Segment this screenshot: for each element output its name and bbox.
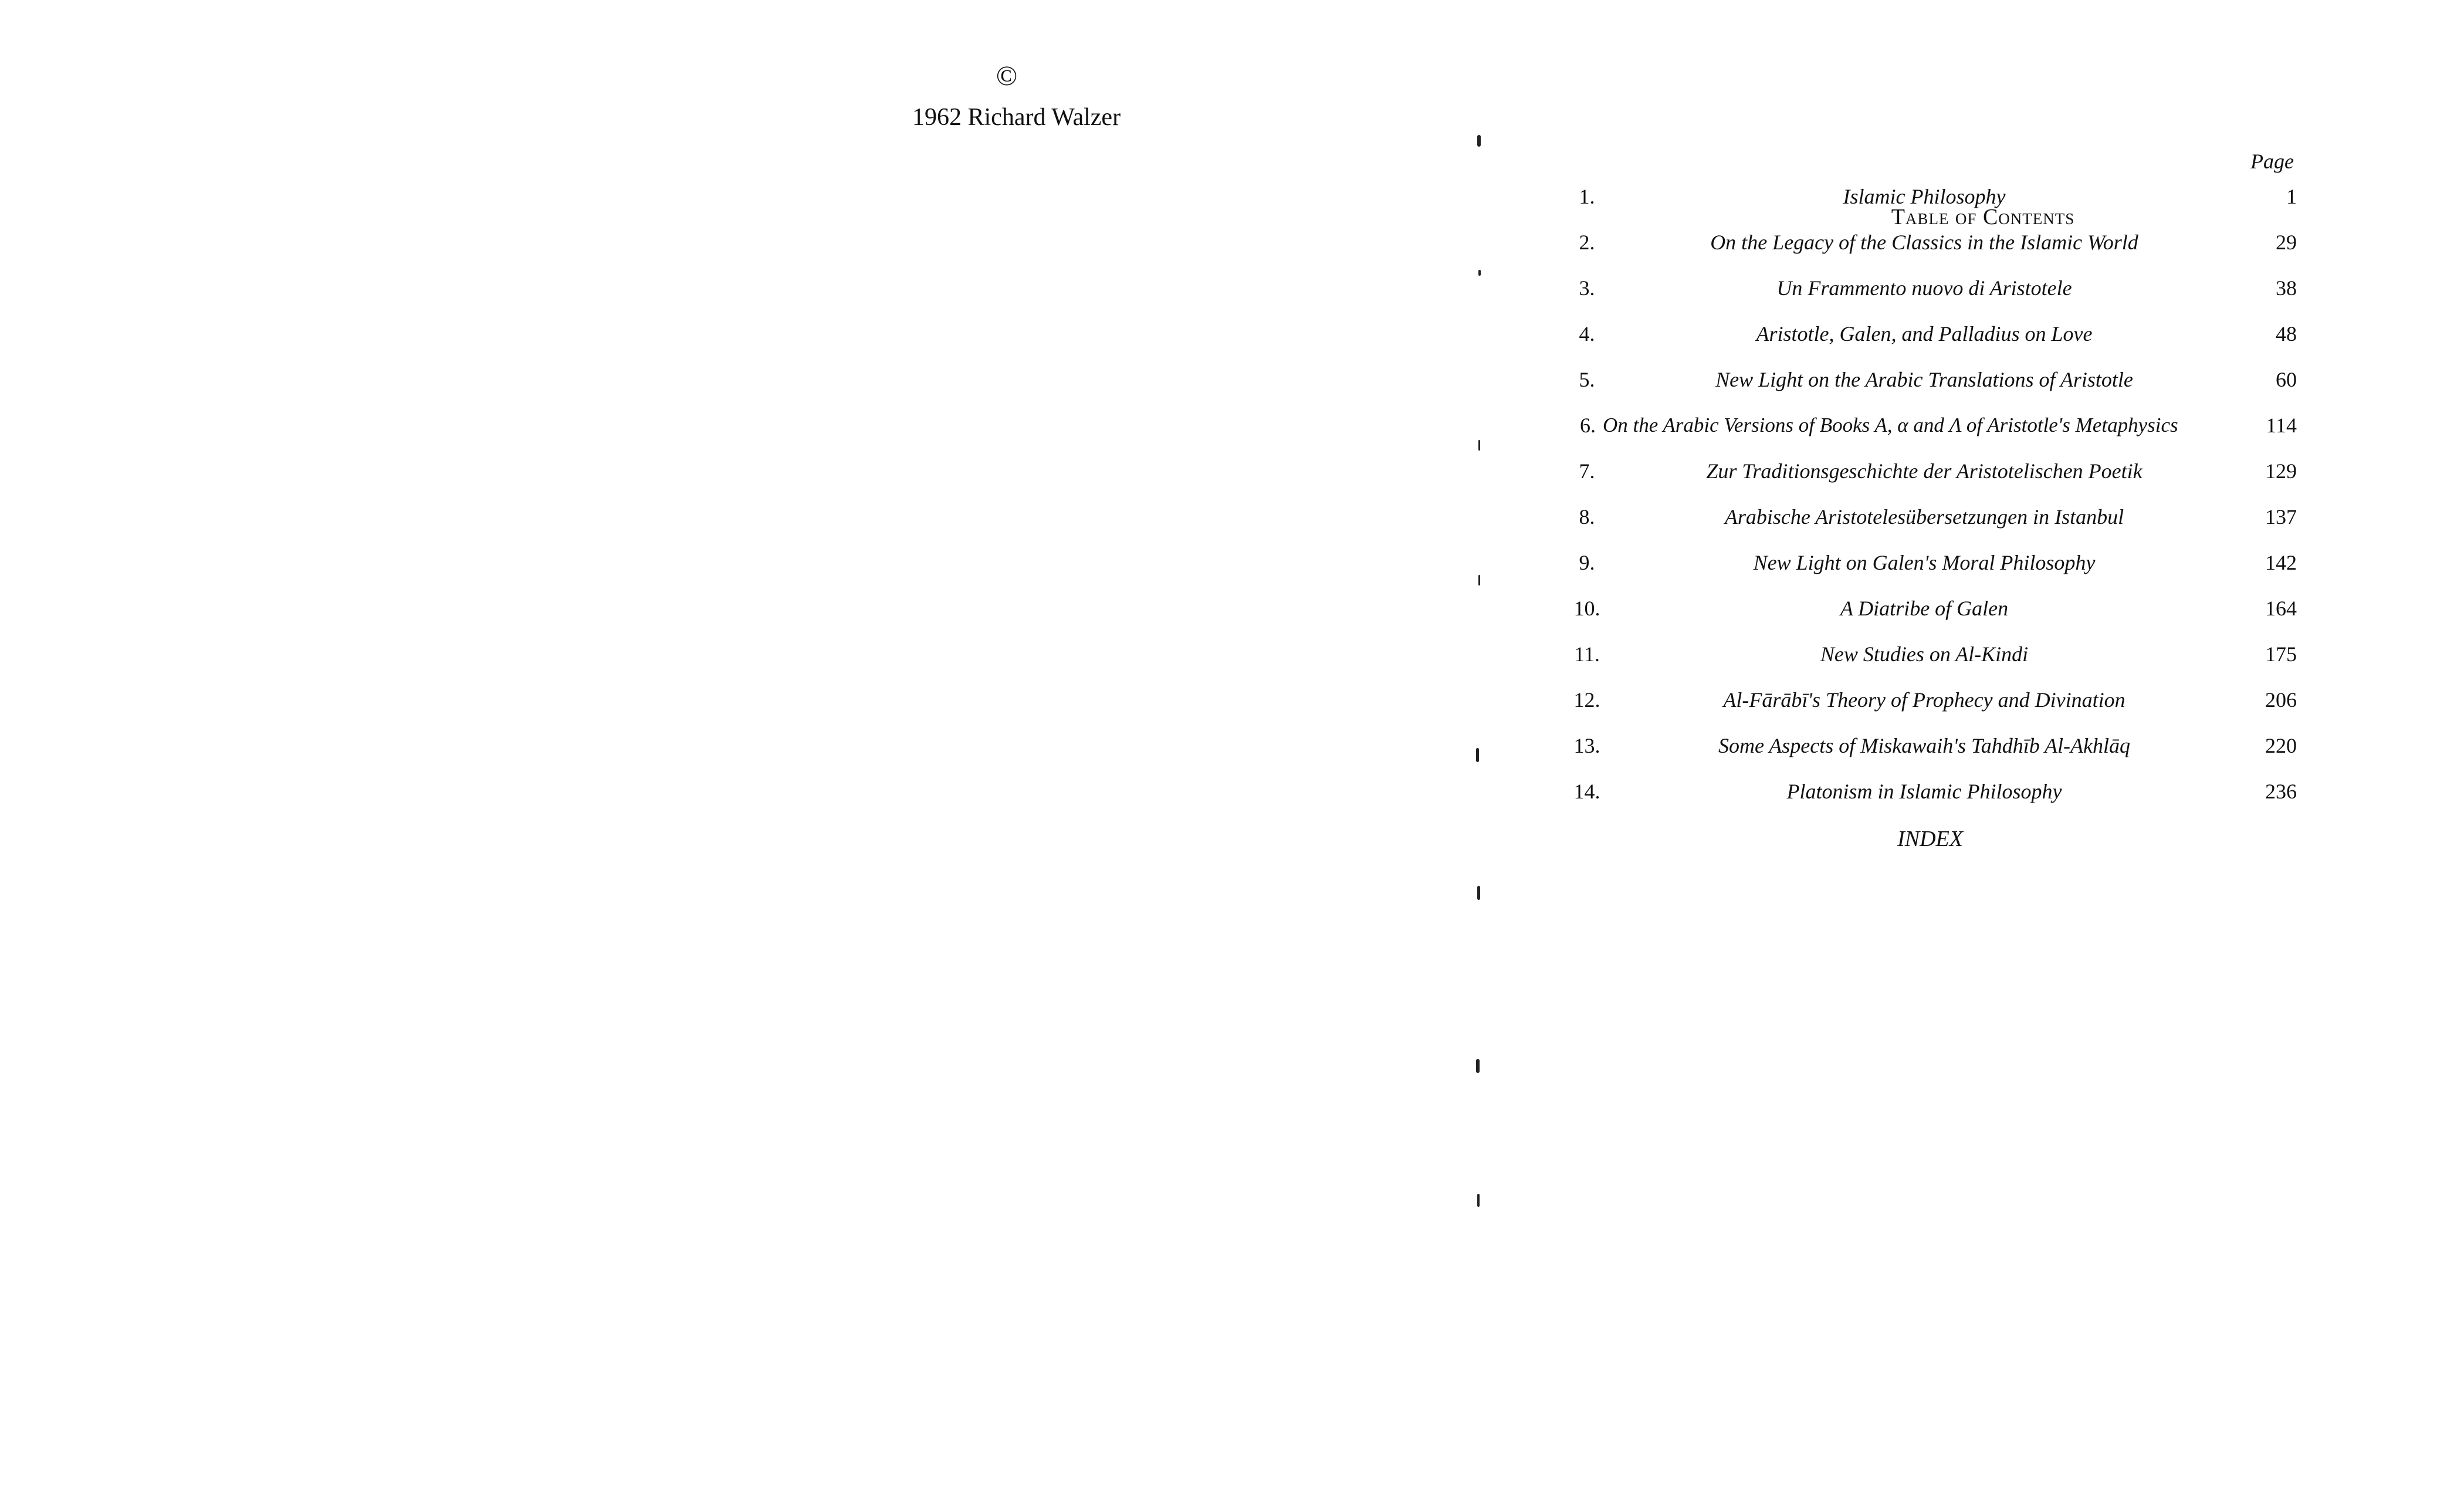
toc-entry: [1561, 225, 2300, 270]
index-label: INDEX: [1897, 827, 1963, 851]
entry-title: A Diatribe of Galen: [1840, 597, 2009, 620]
toc-entry: [1561, 591, 2300, 637]
entry-title: On the Arabic Versions of Books A, α and Λ of Aristotle's Metaphysics: [1603, 414, 2178, 436]
entry-page: 220: [2265, 734, 2297, 757]
entry-page: 48: [2276, 322, 2297, 346]
entry-number: 13.: [1573, 734, 1600, 757]
entry-page: 60: [2276, 368, 2297, 391]
entry-number: 6.: [1580, 414, 1596, 437]
entry-title: Aristotle, Galen, and Palladius on Love: [1756, 322, 2093, 346]
entry-page: 206: [2265, 688, 2297, 712]
entry-title: New Studies on Al-Kindi: [1820, 642, 2029, 666]
entry-number: 10.: [1573, 597, 1600, 620]
copyright-line: 1962 Richard Walzer: [912, 104, 1121, 131]
toc-entry: [1561, 453, 2300, 499]
entry-title: Arabische Aristotelesübersetzungen in Istanbul: [1724, 505, 2124, 529]
entry-title: Platonism in Islamic Philosophy: [1786, 780, 2062, 803]
entry-page: 236: [2265, 780, 2297, 803]
entry-title: Islamic Philosophy: [1843, 185, 2006, 208]
entry-title: New Light on the Arabic Translations of Aristotle: [1715, 368, 2133, 391]
toc-list: [1561, 179, 2300, 820]
toc-entry: [1561, 637, 2300, 682]
entry-title: Al-Fārābī's Theory of Prophecy and Divination: [1723, 688, 2125, 712]
toc-entry: [1561, 316, 2300, 362]
entry-number: 11.: [1574, 642, 1600, 666]
page-column-label: Page: [2250, 150, 2294, 173]
toc-entry: [1561, 408, 2300, 453]
entry-title: New Light on Galen's Moral Philosophy: [1753, 551, 2096, 574]
entry-number: 1.: [1579, 185, 1595, 208]
entry-number: 9.: [1579, 551, 1595, 574]
right-page: [1537, 0, 2464, 1496]
entry-number: 7.: [1579, 459, 1595, 483]
toc-entry: [1561, 499, 2300, 545]
entry-page: 38: [2276, 276, 2297, 300]
entry-page: 129: [2265, 459, 2297, 483]
entry-number: 2.: [1579, 231, 1595, 254]
entry-title: Un Frammento nuovo di Aristotele: [1776, 276, 2072, 300]
entry-number: 8.: [1579, 505, 1595, 529]
entry-number: 3.: [1579, 276, 1595, 300]
entry-page: 142: [2265, 551, 2297, 574]
entry-page: 175: [2265, 642, 2297, 666]
entry-number: 4.: [1579, 322, 1595, 346]
entry-title: Some Aspects of Miskawaih's Tahdhīb Al-Akhlāq: [1718, 734, 2131, 757]
toc-entry: [1561, 545, 2300, 591]
toc-entry: [1561, 270, 2300, 316]
entry-page: 1: [2286, 185, 2297, 208]
entry-number: 5.: [1579, 368, 1595, 391]
toc-entry: [1561, 362, 2300, 408]
entry-title: On the Legacy of the Classics in the Islamic World: [1710, 231, 2138, 254]
copyright-symbol: ©: [996, 60, 1018, 92]
toc-heading: Table of Contents: [1891, 205, 2075, 229]
entry-title: Zur Traditionsgeschichte der Aristotelischen Poetik: [1706, 459, 2143, 483]
entry-number: 12.: [1573, 688, 1600, 712]
binding-gutter: [1473, 117, 1508, 1232]
toc-entry: [1561, 774, 2300, 820]
entry-page: 114: [2266, 414, 2297, 437]
toc-entry: [1561, 728, 2300, 774]
toc-entry: [1561, 179, 2300, 225]
entry-number: 14.: [1573, 780, 1600, 803]
entry-page: 137: [2265, 505, 2297, 529]
entry-page: 164: [2265, 597, 2297, 620]
entry-page: 29: [2276, 231, 2297, 254]
toc-entry: [1561, 682, 2300, 728]
